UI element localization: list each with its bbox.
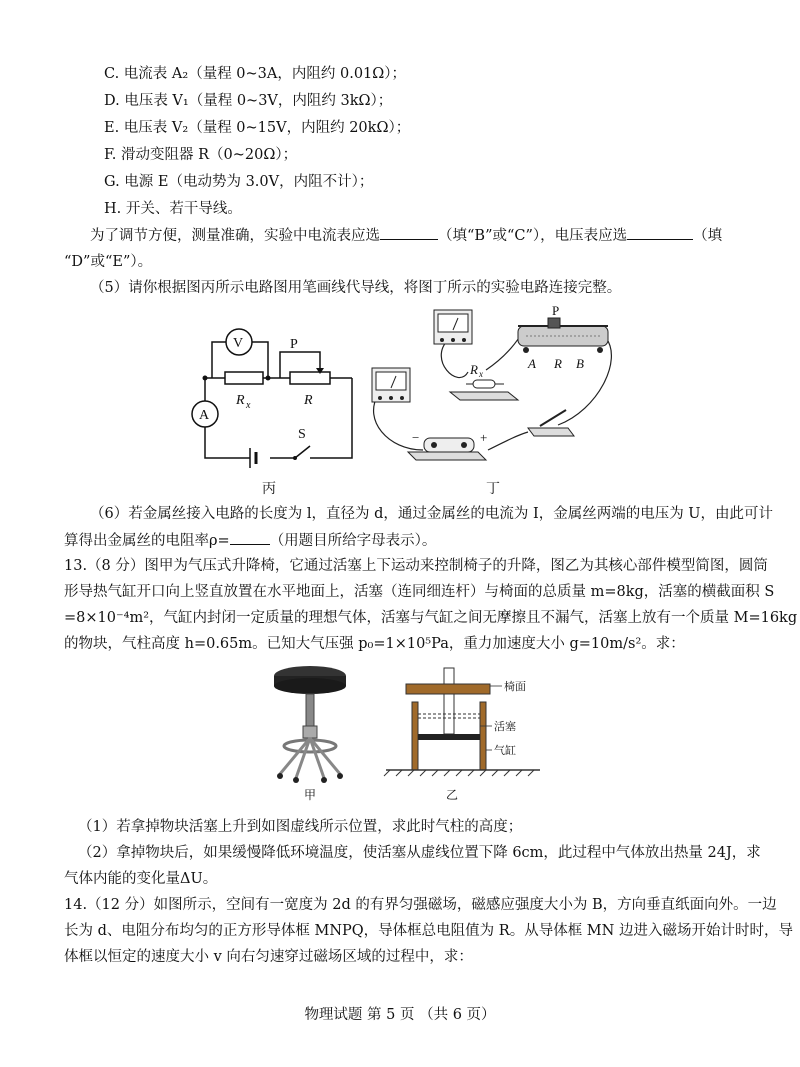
ammeter-device bbox=[372, 368, 410, 402]
apparatus-diagram-ding bbox=[368, 300, 630, 475]
label-piston: 活塞 bbox=[494, 720, 516, 733]
caption-bing: 丙 bbox=[262, 481, 276, 497]
caption-yi: 乙 bbox=[446, 788, 459, 802]
label-ding-r: R bbox=[554, 356, 562, 371]
label-cylinder: 气缸 bbox=[494, 744, 516, 757]
option-h: H. 开关、若干导线。 bbox=[104, 201, 242, 217]
piston bbox=[418, 734, 480, 740]
resistor-rx-device bbox=[450, 380, 518, 400]
blank-voltmeter bbox=[627, 225, 693, 240]
q4-text-3: （填 bbox=[693, 228, 723, 244]
label-ding-plus: + bbox=[480, 430, 488, 445]
q4-text-1: 为了调节方便，测量准确，实验中电流表应选 bbox=[90, 228, 380, 244]
label-ding-b: B bbox=[576, 356, 584, 371]
label-rx: R bbox=[236, 393, 245, 408]
switch-device bbox=[528, 410, 574, 436]
q13-line3: =8×10⁻⁴m²，气缸内封闭一定质量的理想气体，活塞与气缸之间无摩擦且不漏气，活塞上放有一个质量 M=16kg bbox=[64, 610, 798, 626]
page-footer: 物理试题 第 5 页 （共 6 页） bbox=[304, 1007, 496, 1023]
cylinder-diagram-yi bbox=[380, 664, 560, 784]
q4-line2: “D”或“E”）。 bbox=[64, 254, 153, 270]
q6-text-a: 算得出金属丝的电阻率ρ= bbox=[64, 533, 230, 549]
label-s: S bbox=[298, 427, 306, 442]
label-ding-p: P bbox=[552, 303, 560, 318]
q6-line2 bbox=[64, 530, 436, 551]
q13-line1: 13.（8 分）图甲为气压式升降椅，它通过活塞上下运动来控制椅子的升降，图乙为其核心部件模型简图，圆筒 bbox=[64, 558, 768, 574]
rheostat-device bbox=[518, 318, 608, 353]
label-v: V bbox=[233, 336, 244, 351]
label-seat: 椅面 bbox=[504, 680, 526, 693]
label-rx-sub: x bbox=[246, 400, 251, 411]
label-a: A bbox=[199, 408, 210, 423]
label-ding-a: A bbox=[528, 356, 536, 371]
seat-plate bbox=[406, 684, 490, 694]
label-r: R bbox=[304, 393, 313, 408]
q13-sub2-line2: 气体内能的变化量ΔU。 bbox=[64, 871, 218, 887]
blank-ammeter bbox=[380, 225, 438, 240]
caption-jia: 甲 bbox=[304, 788, 317, 802]
q4-text-2: （填“B”或“C”），电压表应选 bbox=[438, 228, 628, 244]
option-f: F. 滑动变阻器 R（0~20Ω）； bbox=[104, 147, 298, 163]
label-p: P bbox=[290, 337, 298, 352]
q14-line3: 体框以恒定的速度大小 v 向右匀速穿过磁场区域的过程中，求： bbox=[64, 949, 473, 965]
q5-text: （5）请你根据图丙所示电路图用笔画线代导线，将图丁所示的实验电路连接完整。 bbox=[90, 280, 622, 296]
option-g: G. 电源 E（电动势为 3.0V，内阻不计）； bbox=[104, 174, 374, 190]
battery-device bbox=[408, 438, 486, 460]
q6-text-b: （用题目所给字母表示）。 bbox=[269, 533, 437, 549]
q13-sub1: （1）若拿掉物块活塞上升到如图虚线所示位置，求此时气柱的高度； bbox=[78, 819, 523, 835]
blank-resistivity bbox=[230, 530, 270, 545]
q13-line4: 的物块，气柱高度 h=0.65m。已知大气压强 p₀=1×10⁵Pa，重力加速度大小 g=10m/s²。求： bbox=[64, 636, 685, 652]
q13-sub2-line1: （2）拿掉物块后，如果缓慢降低环境温度，使活塞从虚线位置下降 6cm，此过程中气体放出热量 24J，求 bbox=[78, 845, 761, 861]
option-c: C. 电流表 A₂（量程 0~3A，内阻约 0.01Ω）； bbox=[104, 66, 407, 82]
circuit-diagram-bing bbox=[180, 318, 370, 468]
label-ding-rx-sub: x bbox=[479, 369, 483, 379]
q4-line1 bbox=[90, 225, 722, 246]
voltmeter-device bbox=[434, 310, 472, 344]
q6-line1: （6）若金属丝接入电路的长度为 l，直径为 d，通过金属丝的电流为 I，金属丝两端的电压为 U，由此可计 bbox=[90, 506, 774, 522]
option-d: D. 电压表 V₁（量程 0~3V，内阻约 3kΩ）； bbox=[104, 93, 393, 109]
chair-photo-jia bbox=[268, 664, 352, 786]
label-ding-rx: R bbox=[470, 362, 478, 377]
q14-line1: 14.（12 分）如图所示，空间有一宽度为 2d 的有界匀强磁场，磁感应强度大小为 B，方向垂直纸面向外。一边 bbox=[64, 897, 777, 913]
q13-line2: 形导热气缸开口向上竖直放置在水平地面上，活塞（连同细连杆）与椅面的总质量 m=8kg，活塞的横截面积 S bbox=[64, 584, 775, 600]
q14-line2: 长为 d、电阻分布均匀的正方形导体框 MNPQ，导体框总电阻值为 R。从导体框 MN 边进入磁场开始计时时，导 bbox=[64, 923, 793, 939]
caption-ding: 丁 bbox=[486, 481, 500, 497]
option-e: E. 电压表 V₂（量程 0~15V，内阻约 20kΩ）； bbox=[104, 120, 411, 136]
label-ding-minus: − bbox=[412, 430, 420, 445]
